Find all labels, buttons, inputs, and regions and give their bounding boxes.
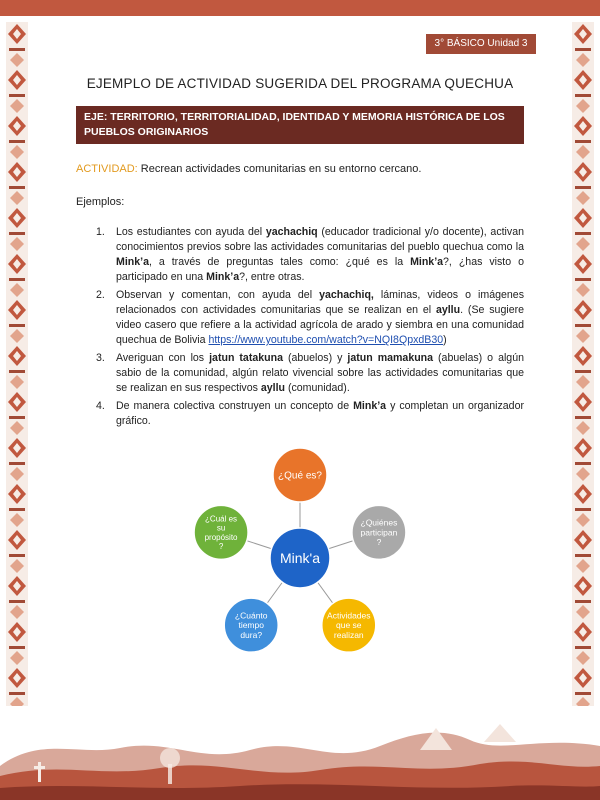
bold-term: Mink’a (410, 256, 444, 268)
examples-list (94, 225, 524, 432)
text-span: ) (443, 334, 447, 346)
list-item (94, 225, 524, 285)
bold-term: jatun tatakuna (209, 352, 283, 364)
list-number: 3. (96, 352, 105, 364)
eje-banner: EJE: TERRITORIO, TERRITORIALIDAD, IDENTIDAD Y MEMORIA HISTÓRICA DE LOS PUEBLOS ORIGINARIOS (76, 106, 524, 144)
ejemplos-label: Ejemplos: (76, 196, 125, 208)
diagram-center-label: Mink'a (279, 549, 321, 566)
bold-term: Mink’a (353, 400, 387, 412)
bold-term: ayllu (435, 304, 461, 316)
diagram-node-label: ¿Qué es? (278, 470, 322, 482)
text-span: láminas, videos o imágenes relacionados con actividades comunitarias que se realizan en el (116, 289, 524, 316)
page-title: EJEMPLO DE ACTIVIDAD SUGERIDA DEL PROGRAMA QUECHUA (86, 76, 514, 91)
bold-term: Mink’a (116, 256, 149, 268)
bold-term: jatun mamakuna (347, 352, 434, 364)
unit-badge: 3° BÁSICO Unidad 3 (426, 34, 536, 54)
actividad-line (76, 163, 526, 175)
text-span: (comunidad). (285, 382, 350, 394)
right-andean-border (572, 22, 594, 722)
list-number: 1. (96, 226, 105, 238)
text-span: ?, entre otras. (239, 271, 305, 283)
list-number: 2. (96, 289, 105, 301)
list-item (94, 288, 524, 348)
mink-a-organizer-diagram (188, 438, 412, 662)
top-color-bar (0, 0, 600, 16)
bottom-landscape-illustration (0, 706, 600, 800)
diagram-node-label: Actividades que se realizan (327, 610, 371, 640)
text-span: ?, ¿has visto o participado en una (116, 256, 525, 283)
text-span: (educador tradicional y/o docente), activan conocimientos previos sobre las actividades comunitarias del pueblo quechua como la (116, 226, 524, 253)
left-andean-border (6, 22, 28, 722)
text-span: De manera colectiva construyen un concepto de (116, 400, 354, 412)
bold-term: ayllu (260, 382, 286, 394)
list-item (94, 351, 524, 396)
list-item (94, 399, 524, 429)
text-span: Observan y comentan, con ayuda del (116, 289, 320, 301)
text-span: , a través de preguntas tales como: ¿qué es la (148, 256, 411, 268)
text-span: (abuelas) o algún sabio de la comunidad, algún relato vivencial sobre las actividades comunitarias que se realizan en sus respectivos (116, 352, 524, 394)
diagram-node-label: ¿Quiénes participan ? (360, 517, 398, 548)
text-span: Averiguan con los (116, 352, 210, 364)
actividad-text: Recrean actividades comunitarias en su entorno cercano. (137, 163, 422, 175)
text-span: Los estudiantes con ayuda del (116, 226, 266, 238)
text-span: y completan un organizador gráfico. (116, 400, 524, 427)
diagram-node-label: ¿Cuánto tiempo dura? (234, 610, 268, 640)
list-number: 4. (96, 400, 105, 412)
youtube-link[interactable]: https://www.youtube.com/watch?v=NQI8QpxdB30 (208, 334, 444, 346)
text-span: . (Se sugiere video casero que refiere a la actividad agrícola de arado y siembra en una comunidad quechua de Bolivia (116, 304, 525, 346)
bold-term: Mink’a (206, 271, 240, 283)
diagram-node-label: ¿Cuál es su propósito ? (204, 514, 238, 551)
text-span: (abuelos) y (282, 352, 348, 364)
bold-term: yachachiq (265, 226, 318, 238)
bold-term: yachachiq, (319, 289, 374, 301)
actividad-label: ACTIVIDAD: (76, 163, 138, 175)
